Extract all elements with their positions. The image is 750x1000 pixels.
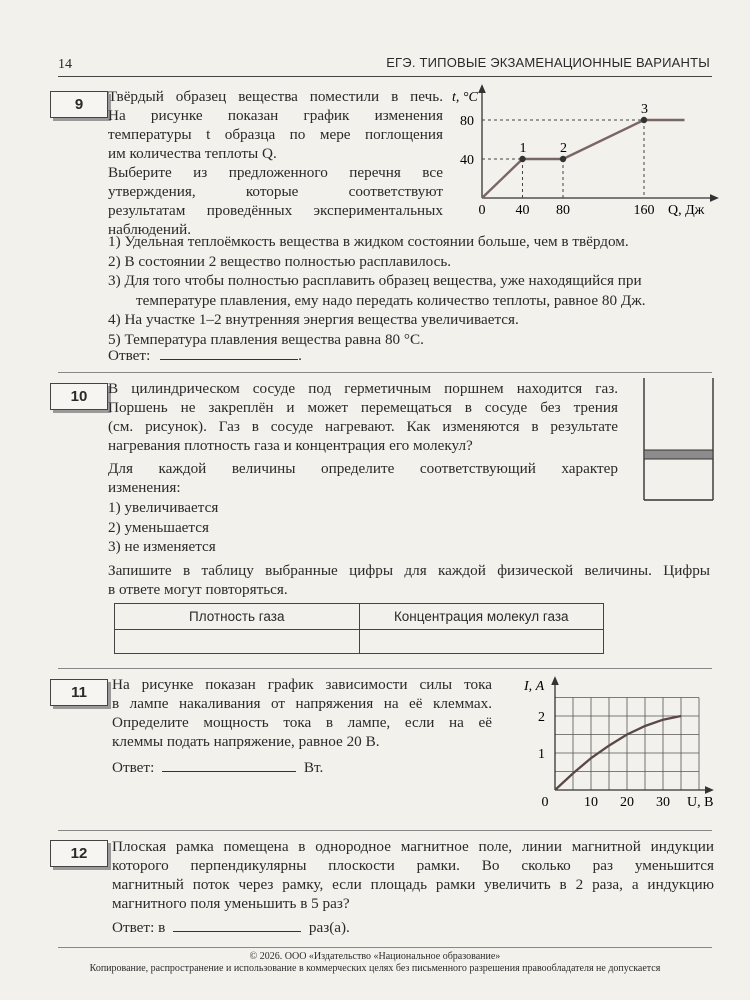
task-10-note [108,561,710,599]
task-12-text-line: Плоская рамка помещена в однородное магнитное поле, линии магнитной индукции [112,838,714,855]
separator [58,830,712,831]
answer-suffix: . [298,347,302,364]
answer-label: Ответ: [112,759,155,776]
y-axis-label: t, °С [452,90,478,105]
answer-input[interactable] [173,917,301,932]
task-9-option: 2) В состоянии 2 вещество полностью расплавилось. [108,252,452,270]
task-12-text-line: магнитного поля уменьшить в 5 раз? [112,895,350,912]
task-10-option: 1) увеличивается [108,499,219,516]
table-header-density: Плотность газа [115,604,360,630]
separator [58,668,712,669]
y-tick-label: 80 [460,114,474,129]
task-9-option: 4) На участке 1–2 внутренняя энергия вещества увеличивается. [108,311,519,328]
task-12-text [112,837,714,913]
header-rule [58,76,712,77]
x-tick-label: 30 [656,795,670,810]
answer-unit: раз(а). [308,919,350,936]
task-9-intro [108,87,443,239]
task-12-text-line: магнитный поток через рамку, если площадь рамки увеличить в 2 раза, а индукцию [112,876,714,893]
task-11-text-line: На рисунке показан график зависимости силы тока [112,676,492,693]
task-11-answer [112,757,323,777]
data-point-2 [560,156,566,162]
point-label-2: 2 [560,141,567,156]
data-point-1 [519,156,525,162]
temperature-graph [440,80,730,230]
x-tick-label: 80 [556,203,570,218]
task-10-intro-line: (см. рисунок). Газ в сосуде нагревают. Как изменяются в результате [108,418,618,435]
task-10-intro-line: Поршень не закреплён и может перемещаться в сосуде без трения [108,399,618,416]
task-10-instruction-line: Для каждой величины определите соответствующий характер [108,460,618,477]
task-12-number: 12 [50,840,108,867]
task-9-intro-line: результатам проведённых экспериментальных [108,202,443,219]
answer-unit: Вт. [303,759,324,776]
answer-label: Ответ: в [112,919,166,936]
y-tick-label: 2 [538,710,545,725]
task-10-instruction-line: изменения: [108,479,181,496]
running-title: ЕГЭ. ТИПОВЫЕ ЭКЗАМЕНАЦИОННЫЕ ВАРИАНТЫ [386,55,710,70]
task-11-text-line: Определите мощность тока в лампе, если на её [112,714,492,731]
task-9-answer [108,345,302,365]
x-axis-label: U, В [687,795,714,810]
x-tick-label: 0 [541,795,549,810]
point-label-3: 3 [641,102,648,117]
data-point-3 [641,117,647,123]
task-10-number: 10 [50,383,108,410]
task-10-intro [108,379,618,455]
task-9-option: 5) Температура плавления вещества равна 80 °С. [108,330,424,348]
task-11-text-line: клеммы подать напряжение, равное 20 В. [112,733,380,750]
piston [644,450,713,459]
task-11-number: 11 [50,679,108,706]
task-10-intro-line: В цилиндрическом сосуде под герметичным поршнем находится газ. [108,380,618,397]
grid [555,698,699,791]
x-tick-label: 40 [515,203,530,218]
task-9-intro-line: Твёрдый образец вещества поместили в печь. [108,88,443,105]
y-axis-label: I, А [524,679,545,694]
x-tick-label: 160 [633,203,655,218]
task-9-intro-line: утверждения, которые соответствуют [108,183,443,200]
task-10-intro-line: нагревания плотность газа и концентрация его молекул? [108,437,473,454]
answer-label: Ответ: [108,347,151,364]
task-9-intro-line: Выберите из предложенного перечня все [108,164,443,181]
task-12-text-line: которого перпендикулярны плоскости рамки. Во сколько раз уменьшится [112,857,714,874]
y-tick-label: 1 [538,747,545,762]
task-11-text-line: в лампе накаливания от напряжения на её клеммах. [112,695,492,712]
task-11-text [112,675,492,751]
footer-rule [58,947,712,948]
task-9-option: 3) Для того чтобы полностью расплавить образец вещества, уже находящийся при [108,272,642,289]
task-9-number: 9 [50,91,108,118]
task-9-option: 1) Удельная теплоёмкость вещества в жидком состоянии больше, чем в твёрдом. [108,233,629,250]
task-12-answer [112,917,350,937]
answer-input[interactable] [162,757,296,772]
x-tick-label: 10 [584,795,598,810]
task-9-option: температуре плавления, ему надо передать количество теплоты, равное 80 Дж. [136,291,646,309]
separator [58,372,712,373]
answer-table [114,603,604,654]
task-10-option: 2) уменьшается [108,518,209,536]
x-tick-label: 0 [478,203,486,218]
task-10-option: 3) не изменяется [108,538,216,555]
answer-cell-density[interactable] [115,630,360,654]
task-9-options [108,232,646,349]
task-9-intro-line: На рисунке показан график изменения [108,107,443,124]
footer-notice: Копирование, распространение и использование в коммерческих целях без письменного разрешения правообладателя не допускается [89,963,661,974]
page-number: 14 [58,57,72,72]
data-points [519,102,648,162]
answer-cell-concentration[interactable] [359,630,604,654]
task-10-instruction [108,459,618,497]
task-9-intro-line: им количества теплоты Q. [108,145,277,162]
task-9-intro-line: наблюдений. [108,221,192,238]
x-tick-label: 20 [620,795,634,810]
task-10-options [108,498,218,557]
current-voltage-graph [510,672,725,814]
cylinder-with-piston-figure [636,376,718,506]
task-10-note-line: Запишите в таблицу выбранные цифры для каждой физической величины. Цифры [108,562,710,579]
answer-input[interactable] [160,345,298,360]
point-label-1: 1 [519,141,527,156]
task-10-note-line: в ответе могут повторяться. [108,581,288,598]
table-header-concentration: Концентрация молекул газа [359,604,604,630]
footer-copyright: © 2026. ООО «Издательство «Национальное образование» [249,951,501,962]
y-tick-label: 40 [460,153,474,168]
x-axis-label: Q, Дж [668,203,705,218]
task-9-intro-line: температуры t образца по мере поглощения [108,126,443,143]
